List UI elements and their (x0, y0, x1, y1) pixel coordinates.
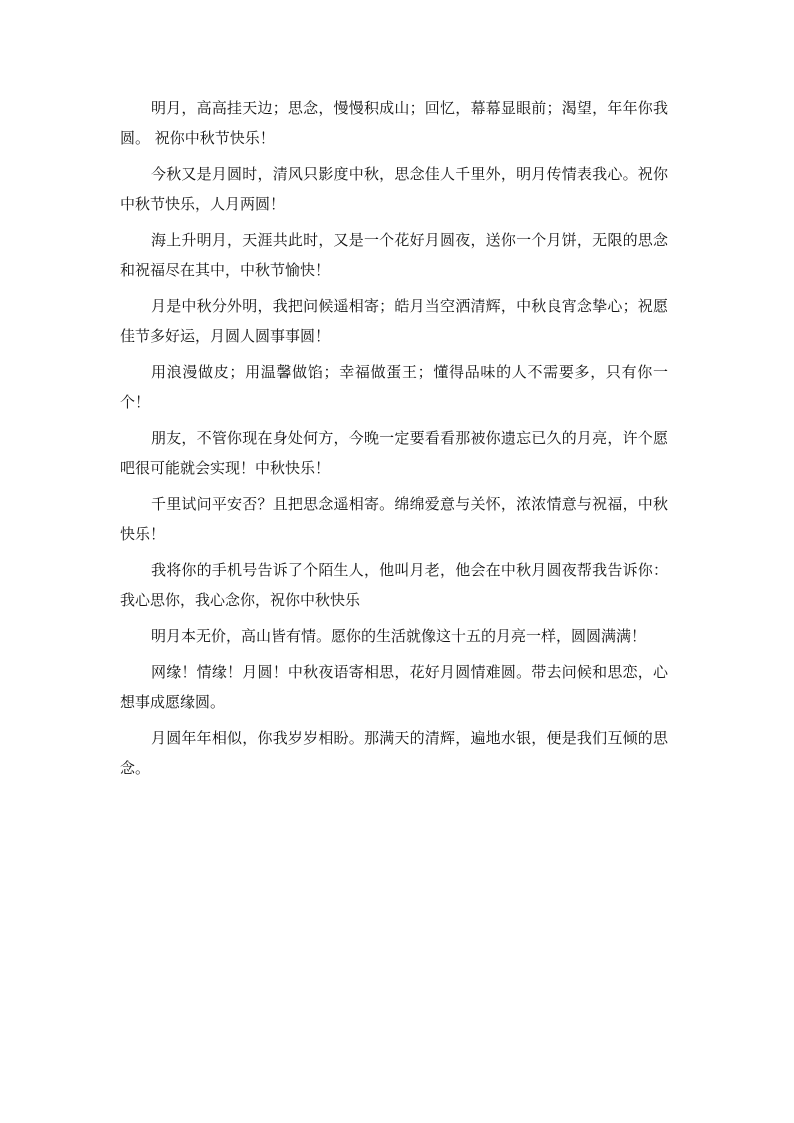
paragraph: 明月本无价，高山皆有情。愿你的生活就像这十五的月亮一样，圆圆满满！ (151, 627, 647, 645)
paragraph: 月是中秋分外明，我把问候遥相寄；皓月当空洒清辉，中秋良宵念挚心；祝愿佳节多好运，月圆人圆事事圆！ (120, 297, 668, 345)
paragraph: 千里试问平安否？且把思念遥相寄。绵绵爱意与关怀，浓浓情意与祝福，中秋快乐！ (120, 495, 668, 543)
paragraph: 海上升明月，天涯共此时，又是一个花好月圆夜，送你一个月饼，无限的思念和祝福尽在其中，中秋节愉快！ (120, 231, 668, 279)
paragraph: 用浪漫做皮；用温馨做馅；幸福做蛋王；懂得品味的人不需要多，只有你一个！ (120, 363, 668, 411)
paragraph: 网缘！情缘！月圆！中秋夜语寄相思，花好月圆情难圆。带去问候和思恋，心想事成愿缘圆。 (120, 663, 668, 711)
paragraph: 我将你的手机号告诉了个陌生人，他叫月老，他会在中秋月圆夜帮我告诉你：我心思你，我心念你，祝你中秋快乐 (120, 561, 668, 609)
paragraph: 朋友，不管你现在身处何方，今晚一定要看看那被你遗忘已久的月亮，许个愿吧很可能就会实现！中秋快乐！ (120, 429, 668, 477)
paragraph: 月圆年年相似，你我岁岁相盼。那满天的清辉，遍地水银，便是我们互倾的思念。 (120, 729, 668, 777)
document-body (120, 93, 668, 789)
paragraph: 明月，高高挂天边；思念，慢慢积成山；回忆，幕幕显眼前；渴望，年年你我圆。 祝你中秋节快乐！ (120, 99, 668, 147)
paragraph: 今秋又是月圆时，清风只影度中秋，思念佳人千里外，明月传情表我心。祝你中秋节快乐，人月两圆！ (120, 165, 668, 213)
